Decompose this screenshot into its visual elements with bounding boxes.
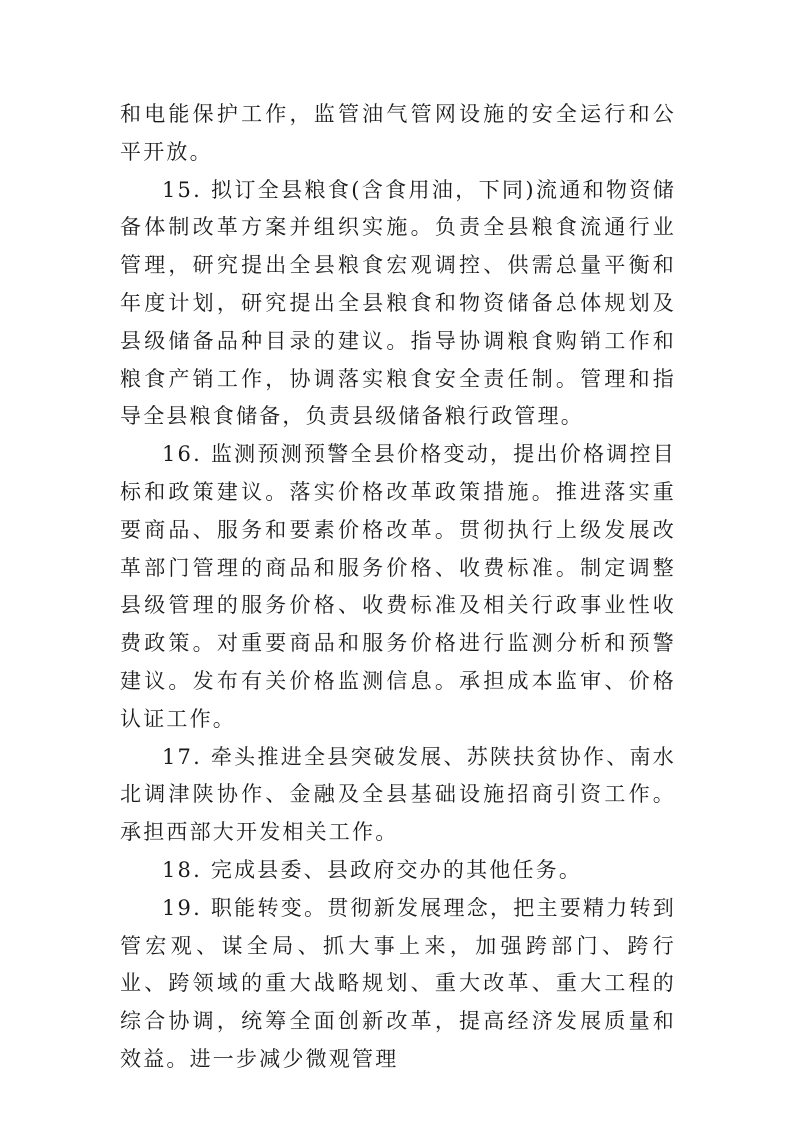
- paragraph-item-17: 17. 牵头推进全县突破发展、苏陕扶贫协作、南水北调津陕协作、金融及全县基础设施招商引资工作。承担西部大开发相关工作。: [120, 744, 676, 845]
- document-body: [120, 96, 676, 1079]
- paragraph-item-15: 15. 拟订全县粮食(含食用油，下同)流通和物资储备体制改革方案并组织实施。负责全县粮食流通行业管理，研究提出全县粮食宏观调控、供需总量平衡和年度计划，研究提出全县粮食和物资储备总体规划及县级储备品种目录的建议。指导协调粮食购销工作和粮食产销工作，协调落实粮食安全责任制。管理和指导全县粮食储备，负责县级储备粮行政管理。: [120, 177, 676, 429]
- paragraph-item-18: 18. 完成县委、县政府交办的其他任务。: [162, 857, 583, 882]
- paragraph-continuation: 和电能保护工作，监管油气管网设施的安全运行和公平开放。: [120, 102, 676, 164]
- paragraph-item-19: 19. 职能转变。贯彻新发展理念，把主要精力转到管宏观、谋全局、抓大事上来，加强跨部门、跨行业、跨领域的重大战略规划、重大改革、重大工程的综合协调，统筹全面创新改革，提高经济发展质量和效益。进一步减少微观管理: [120, 895, 676, 1071]
- paragraph-item-16: 16. 监测预测预警全县价格变动，提出价格调控目标和政策建议。落实价格改革政策措施。推进落实重要商品、服务和要素价格改革。贯彻执行上级发展改革部门管理的商品和服务价格、收费标准。制定调整县级管理的服务价格、收费标准及相关行政事业性收费政策。对重要商品和服务价格进行监测分析和预警建议。发布有关价格监测信息。承担成本监审、价格认证工作。: [120, 442, 676, 731]
